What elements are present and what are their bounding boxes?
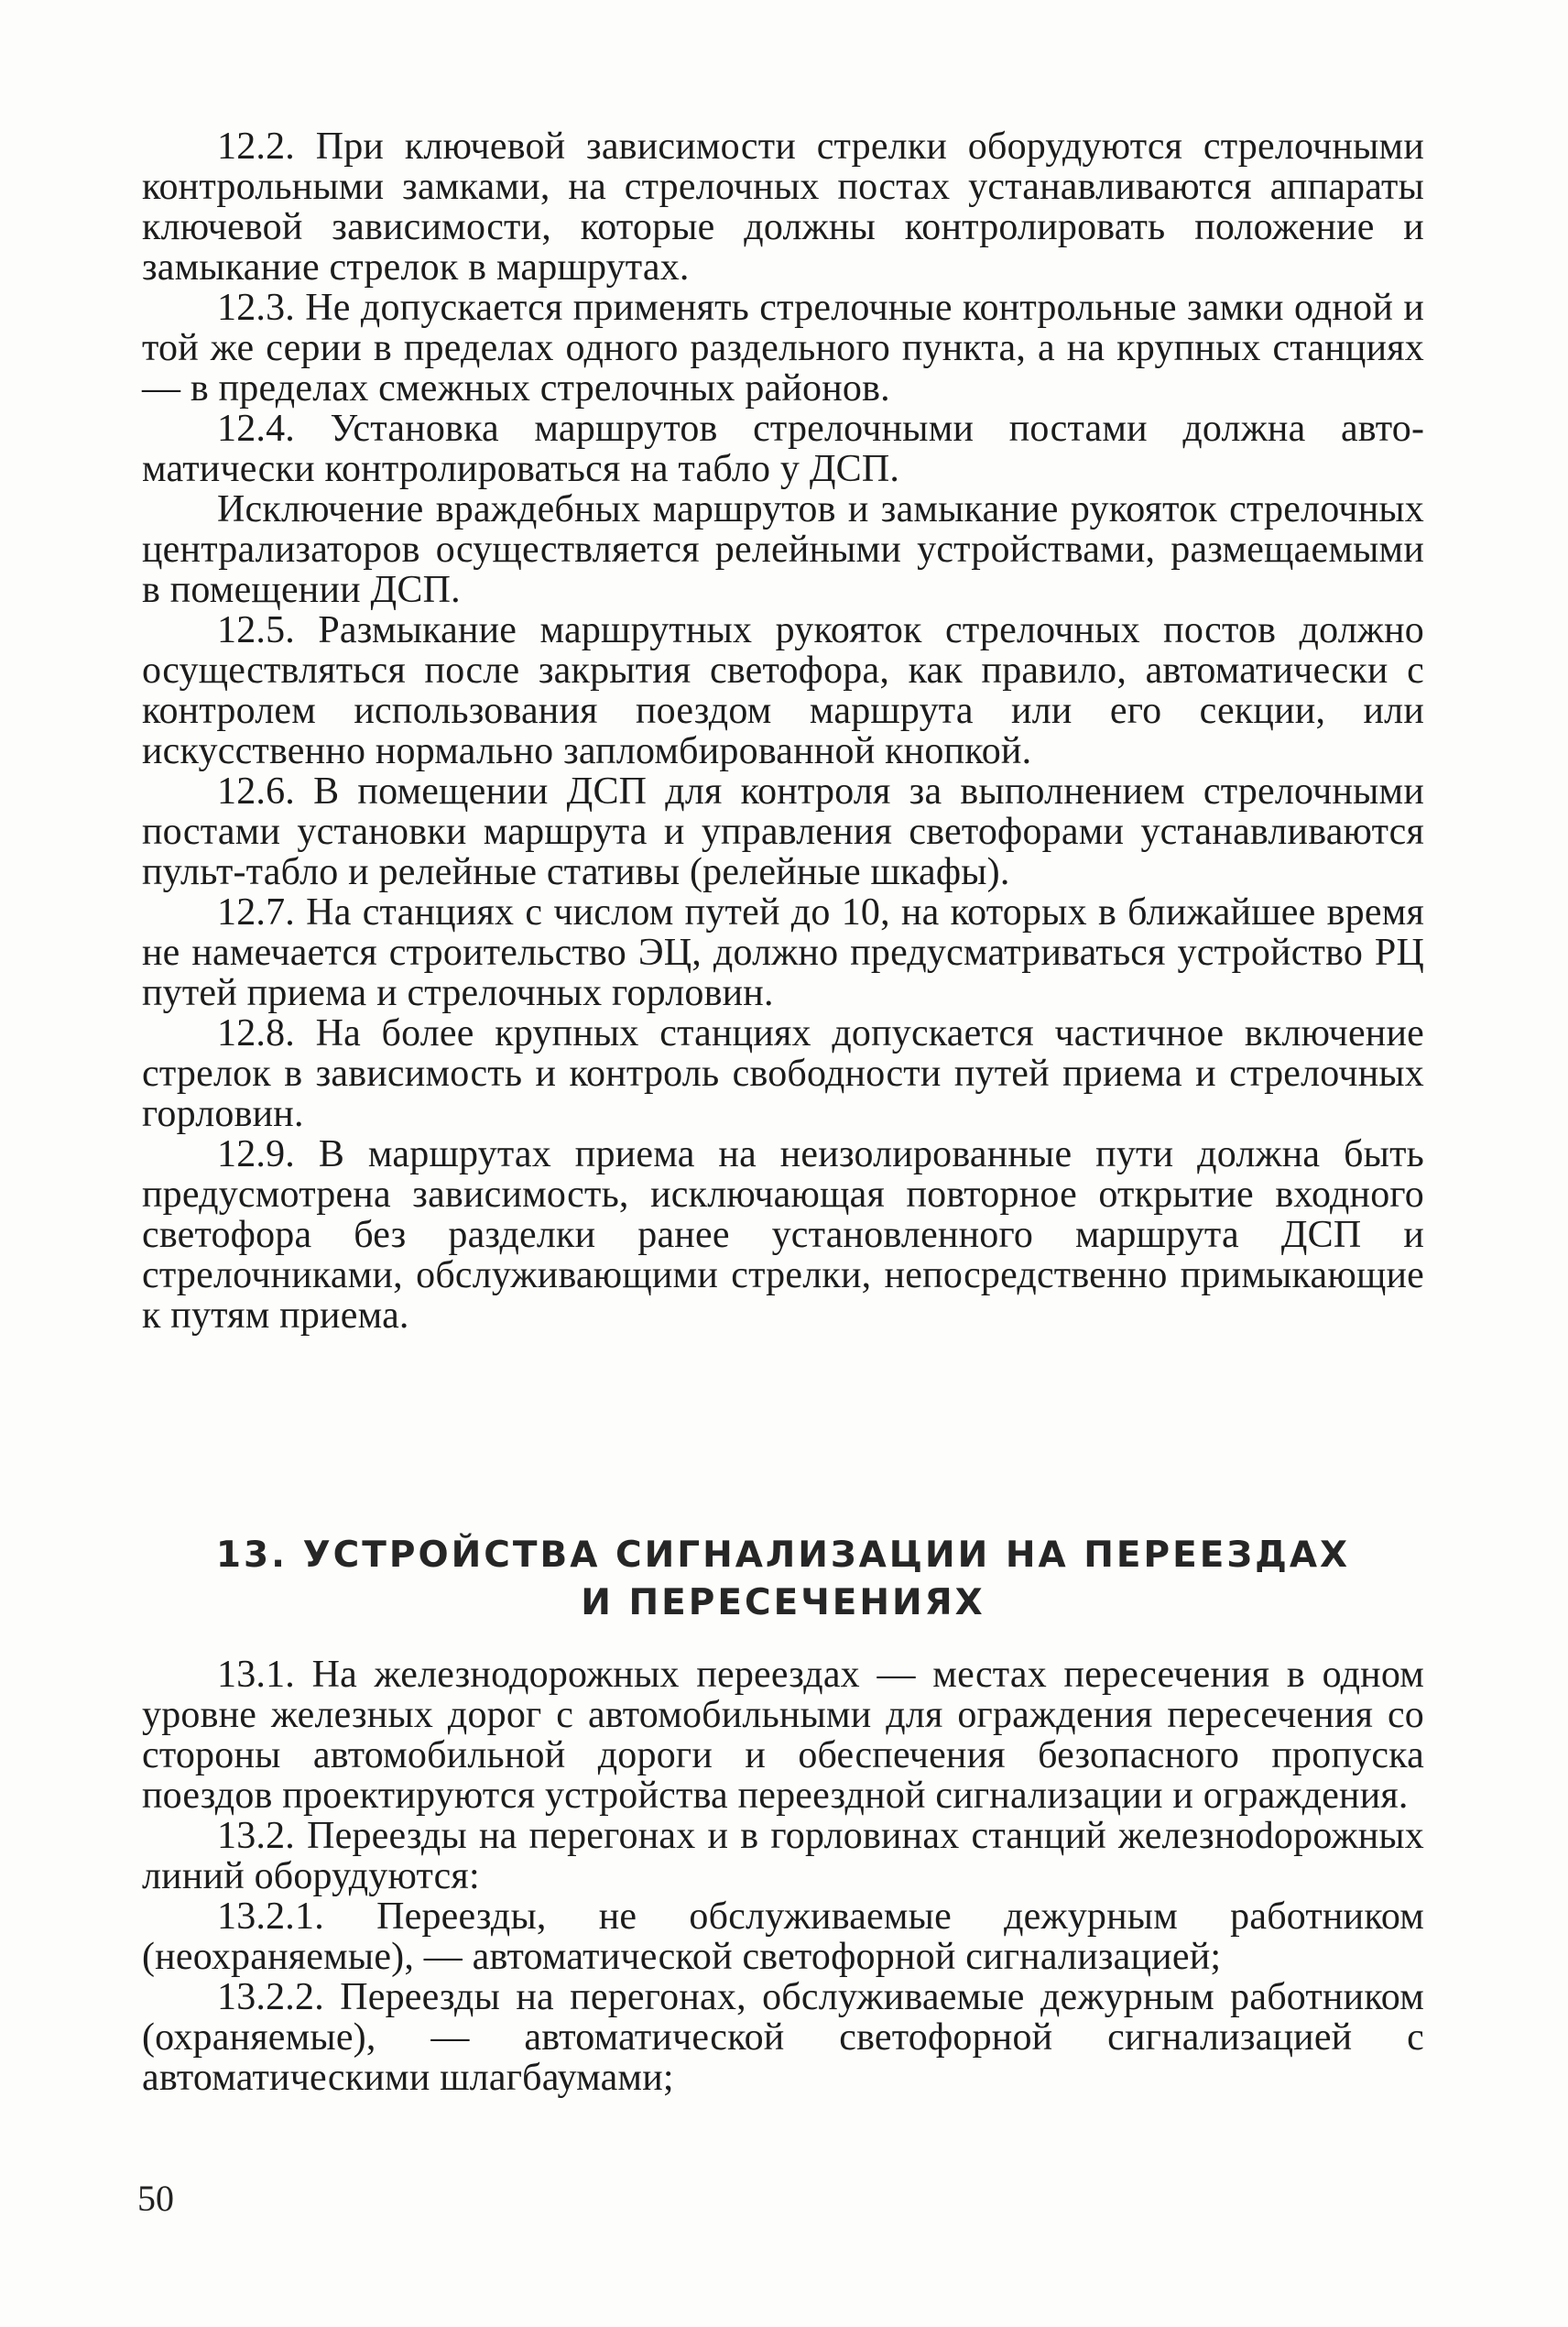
paragraph-13-2-2: 13.2.2. Переезды на перегонах, обслуживаемые дежурным работником (охраняемые), — автоматической светофорной сигнализацией с автоматическими шлагбаумами; [142,1976,1424,2099]
paragraph-13-1: 13.1. На железнодорожных переездах — местах пересечения в одном уровне железных дорог с автомобильными для ограждения пересечения со стороны автомобильной дороги и обеспечения безопасного пропуска поездов проектируются устройства переездной сигнализации и ограждения. [142,1654,1424,1817]
section-13-body [142,1655,1424,2098]
section-13-heading-line-1: 13. УСТРОЙСТВА СИГНАЛИЗАЦИИ НА ПЕРЕЕЗДАХ [215,1535,1351,1576]
paragraph-12-8: 12.8. На более крупных станциях допускается частичное включение стрелок в зависимость и контроль свободности путей приема и стрелочных горловин. [142,1012,1424,1135]
paragraph-12-6: 12.6. В помещении ДСП для контроля за выполнением стрелочными постами установки маршрута и управления светофорами устанавливаются пульт-табло и релейные стативы (релейные шкафы). [142,770,1424,893]
page-number: 50 [137,2178,174,2219]
paragraph-12-7: 12.7. На станциях с числом путей до 10, на которых в ближайшее время не намечается строительство ЭЦ, должно предусматриваться устройство РЦ путей приема и стрелочных горловин. [142,891,1424,1014]
section-13-heading [142,1532,1424,1627]
section-13-heading-line-2: И ПЕРЕСЕЧЕНИЯХ [581,1582,985,1623]
paragraph-12-4: 12.4. Установка маршрутов стрелочными постами должна автоматически контролироваться на табло у ДСП. [142,408,1424,490]
paragraph-12-2: 12.2. При ключевой зависимости стрелки оборудуются стрелочными контрольными замками, на стрелочных постах устанавливаются аппараты ключевой зависимости, которые должны контролировать положение и замыкание стрелок в маршрутах. [142,126,1424,289]
paragraph-12-3: 12.3. Не допускается применять стрелочные контрольные замки одной и той же серии в пределах одного раздельного пункта, а на крупных станциях — в пределах смежных стрелочных районов. [142,287,1424,410]
paragraph-13-2: 13.2. Переезды на перегонах и в горловинах станций железноdорожных линий оборудуются: [142,1815,1424,1897]
paragraph-12-9: 12.9. В маршрутах приема на неизолированные пути должна быть предусмотрена зависимость, исключающая повторное открытие входного светофора без разделки ранее установленного маршрута ДСП и стрелочниками, обслуживающими стрелки, непосредственно примыкающие к путям приема. [142,1133,1424,1337]
paragraph-13-2-1: 13.2.1. Переезды, не обслуживаемые дежурным работником (неохраняемые), — автоматической светофорной сигнализацией; [142,1895,1424,1978]
paragraph-12-4-continuation: Исключение враждебных маршрутов и замыкание рукояток стрелочных централизаторов осуществляется релейными устройствами, размещаемыми в помещении ДСП. [142,488,1424,611]
section-12-body [142,126,1424,1336]
paragraph-12-5: 12.5. Размыкание маршрутных рукояток стрелочных постов должно осуществляться после закрытия светофора, как правило, автоматически с контролем использования поездом маршрута или его секции, или искусственно нормально запломбированной кнопкой. [142,609,1424,772]
